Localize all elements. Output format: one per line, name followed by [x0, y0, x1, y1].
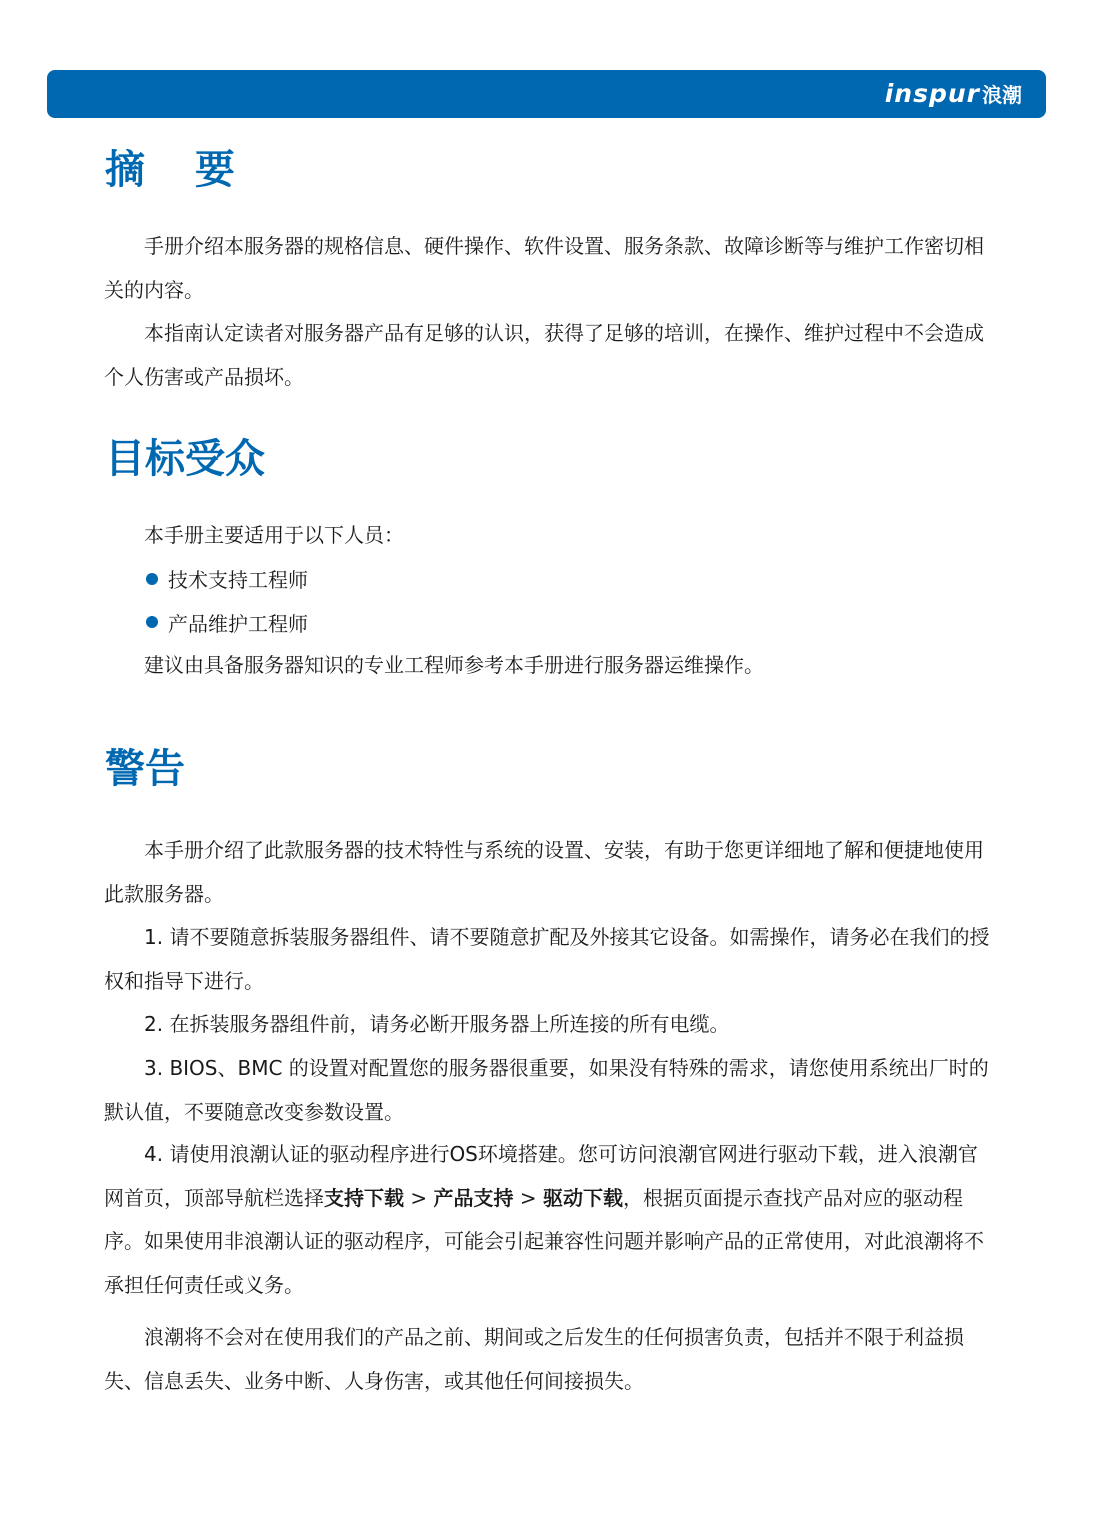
audience-intro: 本手册主要适用于以下人员：	[144, 523, 404, 547]
bullet-icon	[146, 573, 158, 585]
list-item	[146, 601, 308, 645]
audience-title: 目标受众	[105, 436, 265, 482]
warning-paragraph-6: 浪潮将不会对在使用我们的产品之前、期间或之后发生的任何损害负责，包括并不限于利益损失、信息丢失、业务中断、人身伤害，或其他任何间接损失。	[104, 1325, 964, 1393]
list-item	[146, 557, 308, 601]
nav-product-support: 产品支持	[433, 1185, 514, 1210]
inspur-logo	[885, 79, 1022, 108]
header-bar	[47, 70, 1046, 118]
nav-separator: >	[513, 1185, 543, 1210]
abstract-paragraph-1: 手册介绍本服务器的规格信息、硬件操作、软件设置、服务条款、故障诊断等与维护工作密切相关的内容。	[104, 234, 984, 302]
logo-text: inspur	[884, 79, 980, 108]
nav-support-download: 支持下载	[324, 1185, 404, 1210]
abstract-paragraph-2: 本指南认定读者对服务器产品有足够的认识，获得了足够的培训，在操作、维护过程中不会造成个人伤害或产品损坏。	[104, 321, 984, 389]
audience-list	[146, 557, 308, 644]
nav-separator: >	[404, 1185, 434, 1210]
bullet-icon	[146, 616, 158, 628]
warning-paragraph-5	[104, 1133, 994, 1307]
warning-paragraph-3: 2. 在拆装服务器组件前，请务必断开服务器上所连接的所有电缆。	[144, 1012, 730, 1036]
warning-paragraph-2: 1. 请不要随意拆装服务器组件、请不要随意扩配及外接其它设备。如需操作，请务必在我们的授权和指导下进行。	[104, 925, 990, 993]
warning-paragraph-5-text-c: ，根据页面提示查找产品对应的驱动程序。如果使用非浪潮认证的驱动程序，可能会引起兼容性问题并影响产品的正常使用，对此浪潮将不承担任何责任或义务。	[104, 1185, 984, 1297]
warning-paragraph-4: 3. BIOS、BMC 的设置对配置您的服务器很重要，如果没有特殊的需求，请您使用系统出厂时的默认值，不要随意改变参数设置。	[104, 1056, 989, 1124]
audience-note: 建议由具备服务器知识的专业工程师参考本手册进行服务器运维操作。	[144, 653, 764, 677]
list-item-label: 产品维护工程师	[168, 611, 308, 636]
abstract-title: 摘 要	[105, 147, 253, 193]
warning-title: 警告	[105, 746, 185, 792]
nav-driver-download: 驱动下载	[542, 1185, 623, 1210]
warning-paragraph-1: 本手册介绍了此款服务器的技术特性与系统的设置、安装，有助于您更详细地了解和便捷地使用此款服务器。	[104, 838, 984, 906]
list-item-label: 技术支持工程师	[168, 568, 308, 593]
warning-paragraph-5-text-a: 4. 请使用浪潮认证的驱动程序进行OS环境搭建。您可访问浪潮官网进行驱动下载，进入浪潮官网首页，顶部导航栏选择	[104, 1142, 978, 1210]
logo-cn-text: 浪潮	[982, 83, 1022, 107]
